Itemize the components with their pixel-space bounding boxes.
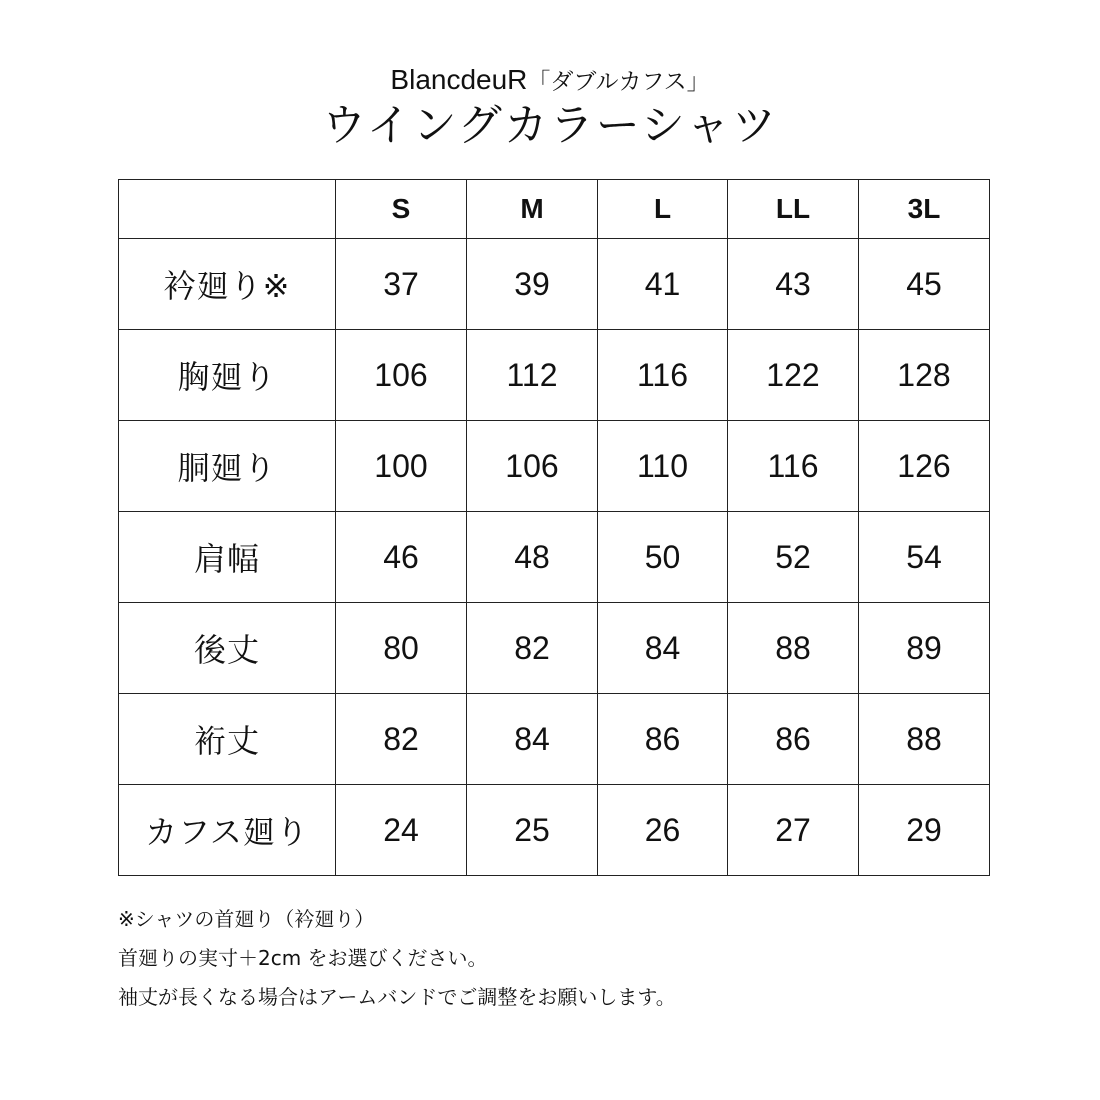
cell-value: 24 [336, 785, 467, 876]
cell-value: 54 [859, 512, 990, 603]
cell-value: 84 [598, 603, 728, 694]
cell-value: 80 [336, 603, 467, 694]
cell-value: 126 [859, 421, 990, 512]
row-label: 肩幅 [119, 512, 336, 603]
size-header-s: S [336, 180, 467, 239]
table-row [119, 694, 990, 785]
row-label: 衿廻り※ [119, 239, 336, 330]
cell-value: 41 [598, 239, 728, 330]
table-row [119, 512, 990, 603]
product-title: ウイングカラーシャツ [321, 100, 779, 151]
cell-value: 27 [728, 785, 859, 876]
cell-value: 46 [336, 512, 467, 603]
table-row [119, 239, 990, 330]
cell-value: 45 [859, 239, 990, 330]
brand-subtitle: 「ダブルカフス」 [527, 69, 710, 95]
brand-name: BlancdeuR [390, 64, 528, 95]
table-row [119, 330, 990, 421]
note-line: 袖丈が長くなる場合はアームバンドでご調整をお願いします。 [118, 985, 676, 1009]
cell-value: 116 [598, 330, 728, 421]
cell-value: 82 [467, 603, 598, 694]
cell-value: 26 [598, 785, 728, 876]
row-label: 後丈 [119, 603, 336, 694]
cell-value: 48 [467, 512, 598, 603]
size-header-row [119, 180, 990, 239]
table-row [119, 785, 990, 876]
cell-value: 50 [598, 512, 728, 603]
cell-value: 25 [467, 785, 598, 876]
cell-value: 86 [598, 694, 728, 785]
cell-value: 86 [728, 694, 859, 785]
row-label: 胴廻り [119, 421, 336, 512]
cell-value: 88 [728, 603, 859, 694]
size-header-m: M [467, 180, 598, 239]
note-line: ※シャツの首廻り（衿廻り） [118, 907, 375, 931]
note-line: 首廻りの実寸＋2cm をお選びください。 [118, 946, 488, 970]
cell-value: 122 [728, 330, 859, 421]
row-label: 裄丈 [119, 694, 336, 785]
row-label: カフス廻り [119, 785, 336, 876]
cell-value: 37 [336, 239, 467, 330]
cell-value: 110 [598, 421, 728, 512]
cell-value: 89 [859, 603, 990, 694]
cell-value: 39 [467, 239, 598, 330]
cell-value: 112 [467, 330, 598, 421]
cell-value: 106 [467, 421, 598, 512]
size-table [118, 179, 990, 876]
size-header-ll: LL [728, 180, 859, 239]
brand-line [0, 60, 1100, 102]
cell-value: 29 [859, 785, 990, 876]
row-label: 胸廻り [119, 330, 336, 421]
cell-value: 128 [859, 330, 990, 421]
corner-cell [119, 180, 336, 239]
table-row [119, 421, 990, 512]
cell-value: 52 [728, 512, 859, 603]
cell-value: 106 [336, 330, 467, 421]
size-header-l: L [598, 180, 728, 239]
table-row [119, 603, 990, 694]
cell-value: 84 [467, 694, 598, 785]
cell-value: 116 [728, 421, 859, 512]
notes [118, 900, 1078, 1017]
size-header-3l: 3L [859, 180, 990, 239]
cell-value: 82 [336, 694, 467, 785]
cell-value: 43 [728, 239, 859, 330]
cell-value: 100 [336, 421, 467, 512]
cell-value: 88 [859, 694, 990, 785]
